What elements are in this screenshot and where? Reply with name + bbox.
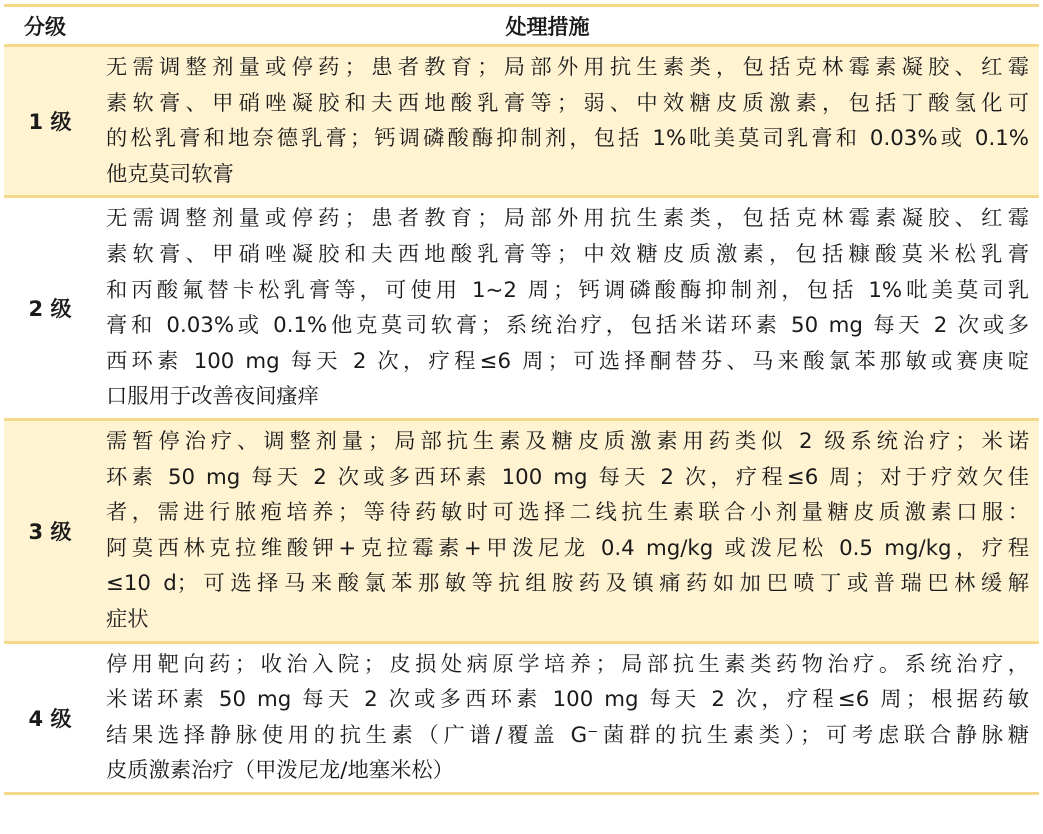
- header-grade: 分级: [24, 14, 66, 39]
- measure-line: 结果选择静脉使用的抗生素（广谱/覆盖 G⁻菌群的抗生素类）；可考虑联合静脉糖: [106, 722, 1029, 748]
- measures-cell: [96, 198, 1039, 418]
- measure-line: 膏和 0.03%或 0.1%他克莫司软膏；系统治疗，包括米诺环素 50 mg 每天 2 次或多: [106, 313, 1029, 339]
- measure-line: 需暂停治疗、调整剂量；局部抗生素及糖皮质激素用药类似 2 级系统治疗；米诺: [106, 428, 1029, 454]
- measures-cell: [96, 421, 1039, 641]
- measure-line: 西环素 100 mg 每天 2 次，疗程≤6 周；可选择酮替芬、马来酸氯苯那敏或赛庚啶: [106, 348, 1029, 374]
- measure-line: 的松乳膏和地奈德乳膏；钙调磷酸酶抑制剂，包括 1%吡美莫司乳膏和 0.03%或 0.1%: [106, 126, 1029, 152]
- grade-cell: 3 级: [28, 519, 72, 544]
- header-measures: 处理措施: [505, 14, 590, 39]
- measure-line: 症状: [106, 606, 149, 632]
- grade-cell: 1 级: [28, 110, 72, 135]
- treatment-grading-table: [4, 4, 1039, 795]
- table-row-grade-4: [4, 644, 1039, 792]
- measure-line: 和丙酸氟替卡松乳膏等，可使用 1~2 周；钙调磷酸酶抑制剂，包括 1%吡美莫司乳: [106, 277, 1029, 303]
- table-header: [4, 7, 1039, 44]
- grade-cell: 2 级: [28, 297, 72, 322]
- measure-line: 环素 50 mg 每天 2 次或多西环素 100 mg 每天 2 次，疗程≤6 周；对于疗效欠佳: [106, 464, 1029, 490]
- grade-cell: 4 级: [28, 706, 72, 731]
- table-row-grade-3: [4, 421, 1039, 641]
- measure-line: 皮质激素治疗（甲泼尼龙/地塞米松）: [106, 758, 454, 784]
- measure-line: 他克莫司软膏: [106, 161, 234, 187]
- measure-line: 素软膏、甲硝唑凝胶和夫西地酸乳膏等；中效糖皮质激素，包括糠酸莫米松乳膏: [106, 241, 1029, 267]
- measure-line: 无需调整剂量或停药；患者教育；局部外用抗生素类，包括克林霉素凝胶、红霉: [106, 55, 1029, 80]
- measure-line: 停用靶向药；收治入院；皮损处病原学培养；局部抗生素类药物治疗。系统治疗，: [106, 651, 1029, 677]
- measures-cell: [96, 644, 1039, 792]
- measure-line: 口服用于改善夜间瘙痒: [106, 384, 319, 410]
- measure-line: 无需调整剂量或停药；患者教育；局部外用抗生素类，包括克林霉素凝胶、红霉: [106, 206, 1029, 232]
- table-row-grade-1: [4, 47, 1039, 195]
- measure-line: 阿莫西林克拉维酸钾+克拉霉素+甲泼尼龙 0.4 mg/kg 或泼尼松 0.5 mg/kg，疗程: [106, 535, 1029, 561]
- measure-line: ≤10 d；可选择马来酸氯苯那敏等抗组胺药及镇痛药如加巴喷丁或普瑞巴林缓解: [106, 571, 1029, 597]
- measure-line: 米诺环素 50 mg 每天 2 次或多西环素 100 mg 每天 2 次，疗程≤6 周；根据药敏: [106, 687, 1029, 713]
- measures-cell: [96, 47, 1039, 195]
- measure-line: 者，需进行脓疱培养；等待药敏时可选择二线抗生素联合小剂量糖皮质激素口服：: [106, 500, 1029, 526]
- measure-line: 素软膏、甲硝唑凝胶和夫西地酸乳膏等；弱、中效糖皮质激素，包括丁酸氢化可: [106, 90, 1029, 116]
- bottom-rule: [4, 792, 1039, 795]
- table-row-grade-2: [4, 198, 1039, 418]
